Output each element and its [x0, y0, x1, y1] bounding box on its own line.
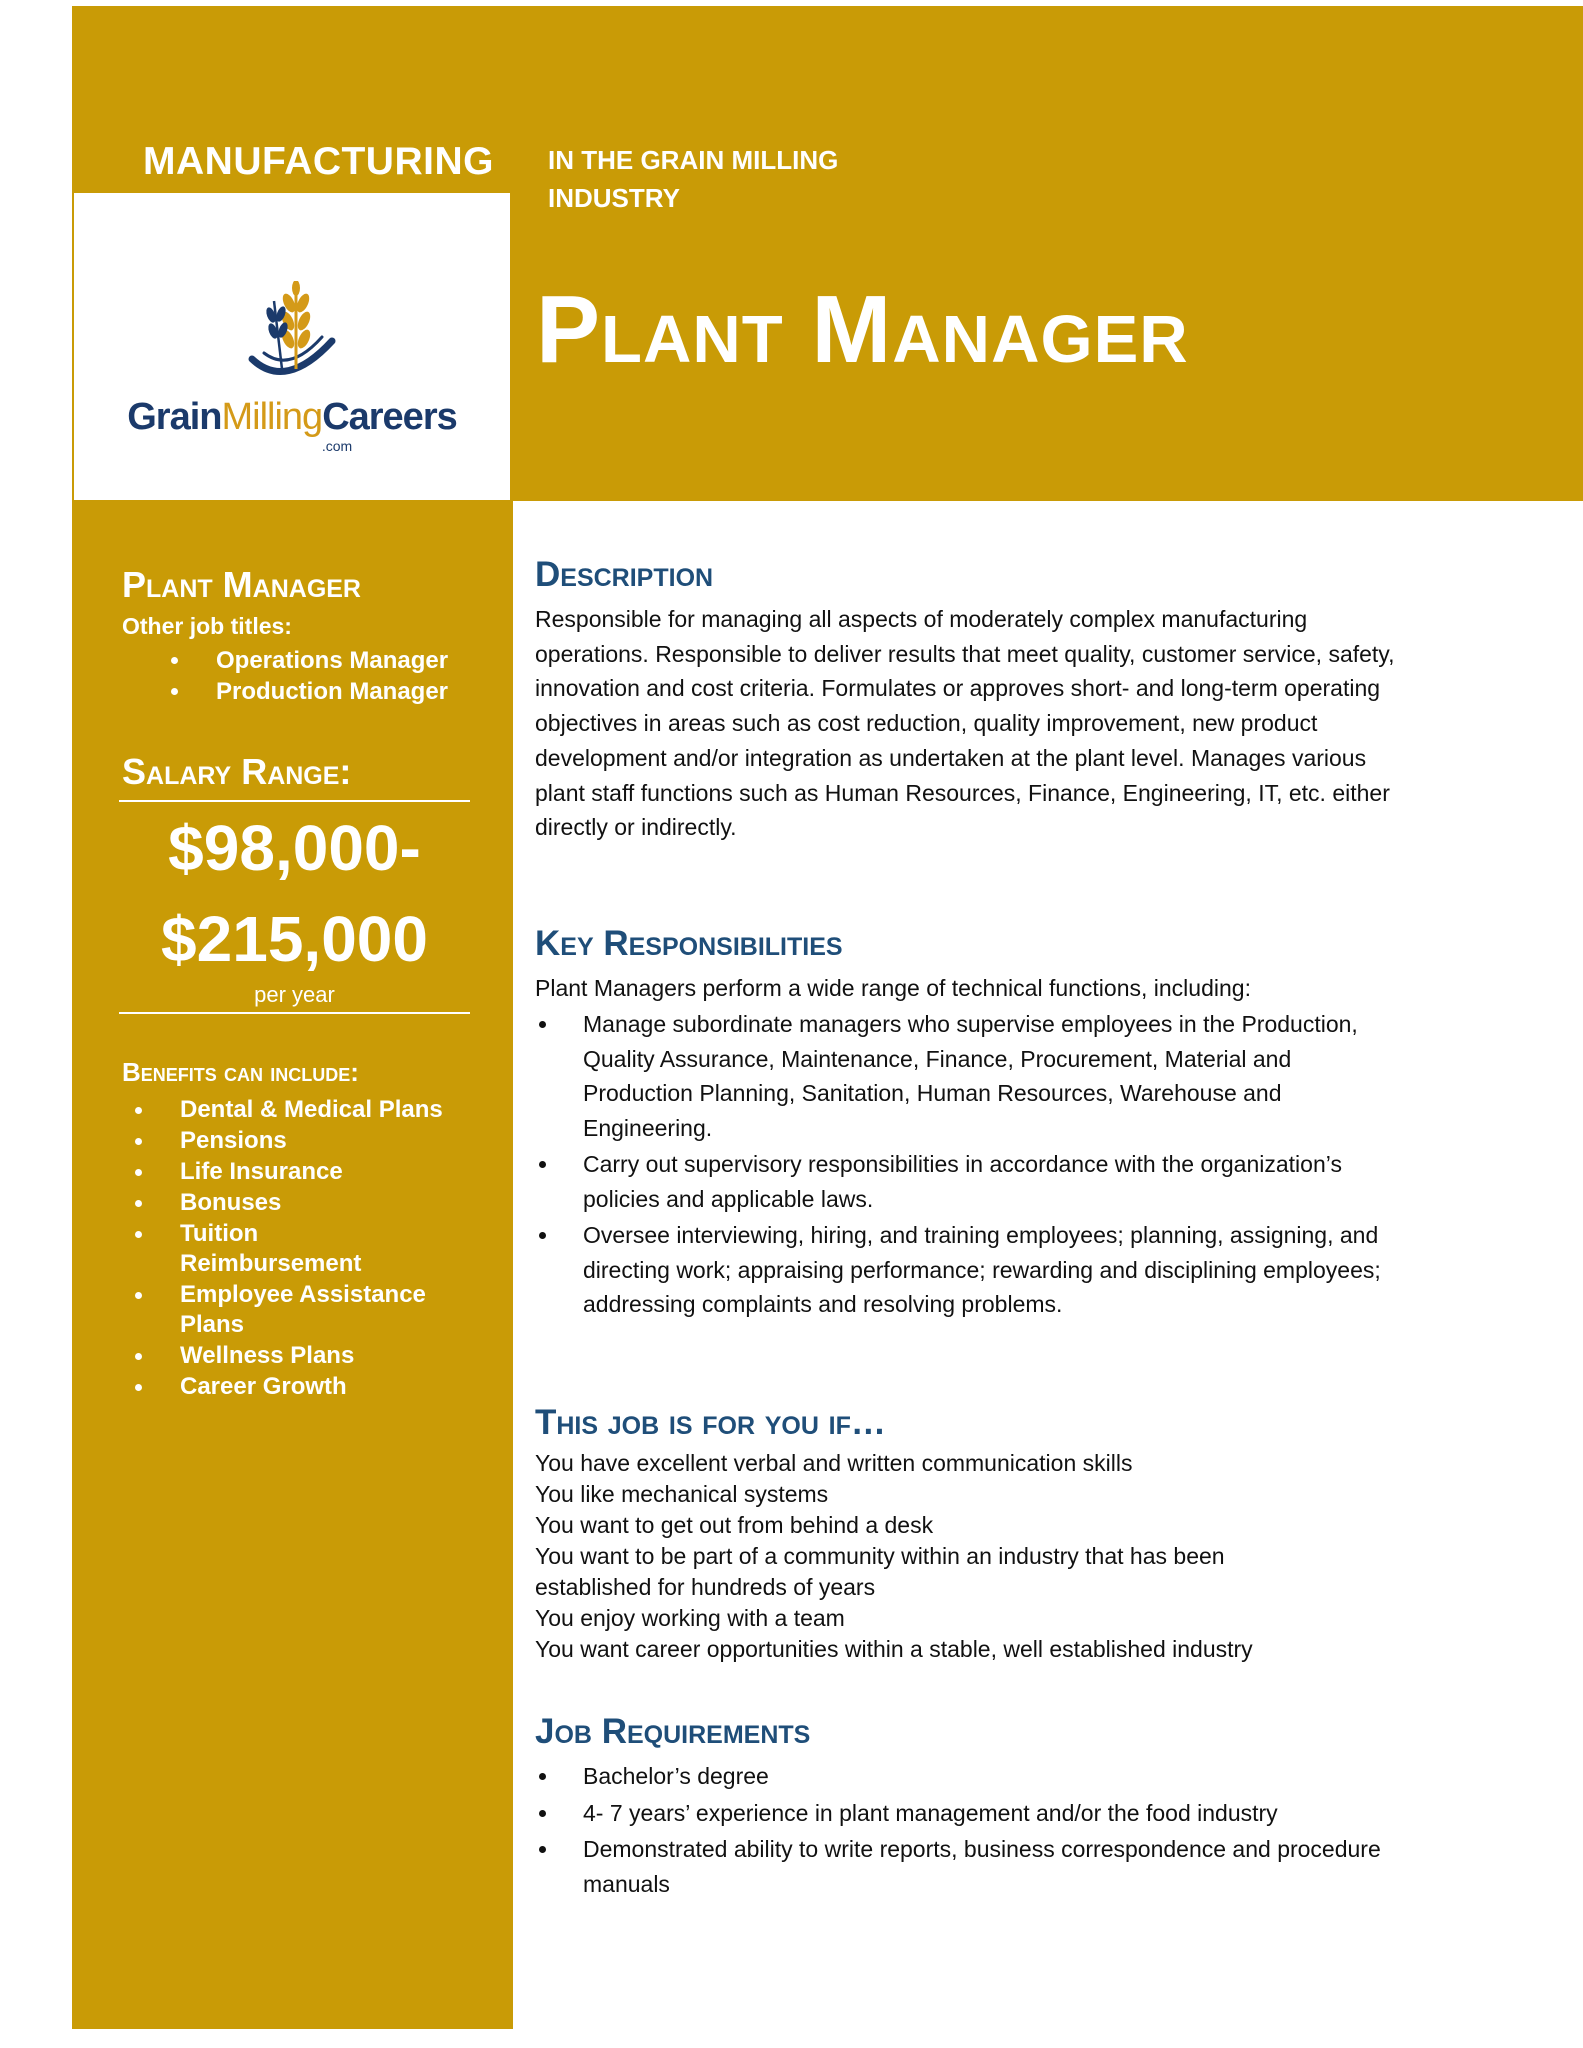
fit-item: You want to get out from behind a desk [535, 1512, 934, 1538]
salary-max: $215,000 [161, 903, 428, 975]
requirements-list [535, 1759, 1405, 1903]
logo [74, 193, 510, 500]
responsibility-item: Carry out supervisory responsibilities in accordance with the organization’s policies and applicable laws. [535, 1147, 1405, 1216]
wheat-logo-icon [244, 281, 344, 396]
fit-item: You like mechanical systems [535, 1481, 829, 1507]
benefit-item: Life Insurance [130, 1157, 490, 1187]
logo-dotcom: .com [321, 438, 353, 454]
fit-item: You want to be part of a community within an industry that has been established for hundreds of years [535, 1543, 1225, 1600]
sidebar-job-title: Plant Manager [122, 564, 361, 605]
other-titles-label: Other job titles: [122, 613, 292, 639]
description-heading: Description [535, 555, 714, 594]
logo-wordmark [74, 398, 510, 436]
logo-word-careers: Careers [322, 396, 457, 438]
benefit-item: Employee Assistance Plans [130, 1280, 460, 1340]
benefit-item: Bonuses [130, 1188, 490, 1218]
salary-bottom-divider [119, 1012, 470, 1014]
benefits-list [130, 1095, 490, 1403]
salary-min: $98,000- [168, 812, 421, 884]
requirement-item: 4- 7 years’ experience in plant management and/or the food industry [535, 1796, 1405, 1831]
benefit-item: Tuition Reimbursement [130, 1219, 390, 1279]
salary-period: per year [254, 982, 335, 1007]
fit-item: You enjoy working with a team [535, 1605, 845, 1631]
responsibility-item: Oversee interviewing, hiring, and training employees; planning, assigning, and directing work; appraising performance; rewarding and disciplining employees; addressing complaints and resolving problems. [535, 1218, 1405, 1322]
responsibilities-list [535, 1007, 1405, 1324]
description-text: Responsible for managing all aspects of moderately complex manufacturing operations. Responsible to deliver results that meet quality, customer service, safety, innovation and cost criteria. Formulates or approves short- and long-term operating objectives in areas such as cost reduction, quality improvement, new product development and/or integration as undertaken at the plant level. Manages various plant staff functions such as Human Resources, Finance, Engineering, IT, etc. either directly or indirectly. [535, 606, 1395, 841]
benefit-item: Wellness Plans [130, 1341, 490, 1371]
requirements-heading: Job Requirements [535, 1712, 811, 1751]
logo-word-grain: Grain [127, 396, 222, 438]
other-titles-list [166, 645, 448, 707]
category-label: MANUFACTURING [143, 140, 494, 183]
requirement-item: Demonstrated ability to write reports, business correspondence and procedure manuals [535, 1832, 1405, 1901]
logo-word-milling: Milling [221, 396, 323, 438]
responsibility-item: Manage subordinate managers who supervise employees in the Production, Quality Assurance, Maintenance, Finance, Procurement, Material and Production Planning, Sanitation, Human Resources, Warehouse and Engineering. [535, 1007, 1405, 1145]
salary-heading: Salary Range: [122, 751, 352, 792]
responsibilities-heading: Key Responsibilities [535, 924, 843, 963]
fit-list [535, 1448, 1395, 1665]
benefits-heading: Benefits can include: [122, 1057, 359, 1087]
benefit-item: Pensions [130, 1126, 490, 1156]
other-title-item: Production Manager [166, 676, 448, 707]
other-title-item: Operations Manager [166, 645, 448, 676]
industry-label: IN THE GRAIN MILLING INDUSTRY [548, 145, 839, 213]
salary-top-divider [119, 800, 470, 802]
benefit-item: Career Growth [130, 1372, 490, 1402]
fit-item: You have excellent verbal and written communication skills [535, 1450, 1133, 1476]
fit-heading: This job is for you if… [535, 1403, 886, 1442]
requirement-item: Bachelor’s degree [535, 1759, 1405, 1794]
responsibilities-intro: Plant Managers perform a wide range of technical functions, including: [535, 975, 1251, 1001]
page-title: Plant Manager [536, 276, 1189, 383]
fit-item: You want career opportunities within a stable, well established industry [535, 1636, 1253, 1662]
benefit-item: Dental & Medical Plans [130, 1095, 490, 1125]
